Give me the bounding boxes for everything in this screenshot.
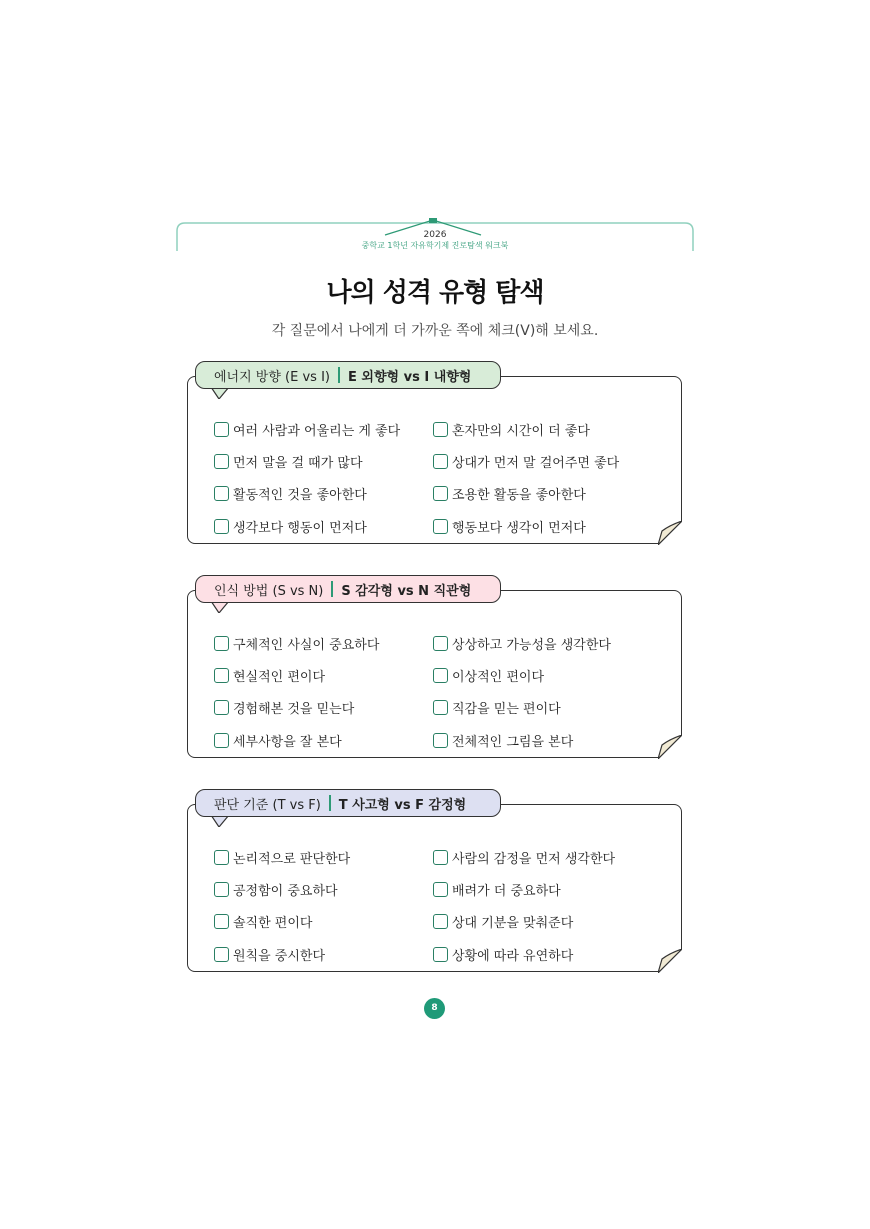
option-right-3[interactable] (433, 484, 586, 503)
checkbox[interactable] (214, 422, 229, 437)
option-left-2[interactable] (214, 666, 325, 685)
option-left-3[interactable] (214, 912, 312, 931)
checkbox[interactable] (433, 914, 448, 929)
checkbox[interactable] (214, 454, 229, 469)
checkbox[interactable] (214, 850, 229, 865)
option-right-4[interactable] (433, 517, 586, 536)
types-label: T 사고형 vs F 감정형 (338, 797, 467, 813)
option-label: 이상적인 편이다 (452, 670, 545, 685)
checkbox[interactable] (214, 668, 229, 683)
checkbox[interactable] (433, 454, 448, 469)
header-subtitle: 중학교 1학년 자유학기제 진로탐색 워크북 (361, 241, 509, 250)
checkbox[interactable] (214, 636, 229, 651)
option-right-3[interactable] (433, 912, 573, 931)
option-right-2[interactable] (433, 880, 561, 899)
page-curl-icon (658, 949, 682, 973)
option-label: 원칙을 중시한다 (233, 949, 326, 964)
option-label: 활동적인 것을 좋아한다 (233, 488, 367, 503)
option-left-1[interactable] (214, 634, 379, 653)
checkbox[interactable] (433, 733, 448, 748)
option-label: 경험해본 것을 믿는다 (233, 702, 355, 717)
option-label: 조용한 활동을 좋아한다 (452, 488, 586, 503)
checkbox[interactable] (433, 486, 448, 501)
option-label: 공정함이 중요하다 (233, 884, 338, 899)
dimension-label: 에너지 방향 (E vs I) (214, 369, 330, 385)
option-label: 전체적인 그림을 본다 (452, 735, 574, 750)
option-left-2[interactable] (214, 880, 338, 899)
option-label: 현실적인 편이다 (233, 670, 326, 685)
option-label: 혼자만의 시간이 더 좋다 (452, 424, 590, 439)
option-right-1[interactable] (433, 848, 615, 867)
option-label: 상대 기분을 맞춰준다 (452, 916, 574, 931)
dimension-label: 인식 방법 (S vs N) (214, 583, 324, 599)
header-year: 2026 (423, 230, 447, 240)
tab-separator (331, 581, 333, 597)
option-label: 상대가 먼저 말 걸어주면 좋다 (452, 456, 620, 471)
checkbox[interactable] (214, 947, 229, 962)
checkbox[interactable] (433, 850, 448, 865)
checkbox[interactable] (433, 947, 448, 962)
option-left-4[interactable] (214, 731, 342, 750)
checkbox[interactable] (214, 733, 229, 748)
option-label: 생각보다 행동이 먼저다 (233, 521, 367, 536)
option-label: 논리적으로 판단한다 (233, 852, 351, 867)
option-right-3[interactable] (433, 698, 561, 717)
option-label: 세부사항을 잘 본다 (233, 735, 342, 750)
checkbox[interactable] (214, 700, 229, 715)
section-tab (195, 789, 501, 817)
option-right-4[interactable] (433, 731, 573, 750)
option-label: 직감을 믿는 편이다 (452, 702, 561, 717)
checkbox[interactable] (214, 882, 229, 897)
option-label: 솔직한 편이다 (233, 916, 313, 931)
option-label: 사람의 감정을 먼저 생각한다 (452, 852, 616, 867)
tab-separator (329, 795, 331, 811)
section-tab (195, 575, 501, 603)
section-energy (187, 361, 682, 545)
checkbox[interactable] (433, 636, 448, 651)
dimension-label: 판단 기준 (T vs F) (214, 797, 321, 813)
option-left-4[interactable] (214, 945, 325, 964)
option-label: 상황에 따라 유연하다 (452, 949, 574, 964)
option-label: 여러 사람과 어울리는 게 좋다 (233, 424, 401, 439)
option-right-2[interactable] (433, 452, 619, 471)
option-right-1[interactable] (433, 634, 611, 653)
page-title: 나의 성격 유형 탐색 (326, 278, 544, 308)
section-perception (187, 575, 682, 759)
option-left-4[interactable] (214, 517, 367, 536)
section-judgment (187, 789, 682, 973)
option-right-4[interactable] (433, 945, 573, 964)
option-right-2[interactable] (433, 666, 544, 685)
checkbox[interactable] (214, 519, 229, 534)
option-label: 먼저 말을 걸 때가 많다 (233, 456, 363, 471)
option-right-1[interactable] (433, 420, 590, 439)
checkbox[interactable] (214, 486, 229, 501)
option-label: 상상하고 가능성을 생각한다 (452, 638, 611, 653)
checkbox[interactable] (433, 668, 448, 683)
checkbox[interactable] (433, 519, 448, 534)
section-tab (195, 361, 501, 389)
option-label: 행동보다 생각이 먼저다 (452, 521, 586, 536)
checkbox[interactable] (433, 422, 448, 437)
option-left-3[interactable] (214, 698, 354, 717)
instruction-text: 각 질문에서 나에게 더 가까운 쪽에 체크(V)해 보세요. (271, 323, 599, 339)
page-curl-icon (658, 521, 682, 545)
option-left-3[interactable] (214, 484, 367, 503)
checkbox[interactable] (433, 882, 448, 897)
tab-separator (338, 367, 340, 383)
types-label: E 외향형 vs I 내향형 (347, 369, 472, 385)
checkbox[interactable] (433, 700, 448, 715)
option-left-1[interactable] (214, 420, 400, 439)
page-number: 8 (424, 998, 445, 1019)
option-left-1[interactable] (214, 848, 350, 867)
option-left-2[interactable] (214, 452, 363, 471)
option-label: 구체적인 사실이 중요하다 (233, 638, 380, 653)
checkbox[interactable] (214, 914, 229, 929)
option-label: 배려가 더 중요하다 (452, 884, 561, 899)
types-label: S 감각형 vs N 직관형 (341, 583, 472, 599)
page-curl-icon (658, 735, 682, 759)
